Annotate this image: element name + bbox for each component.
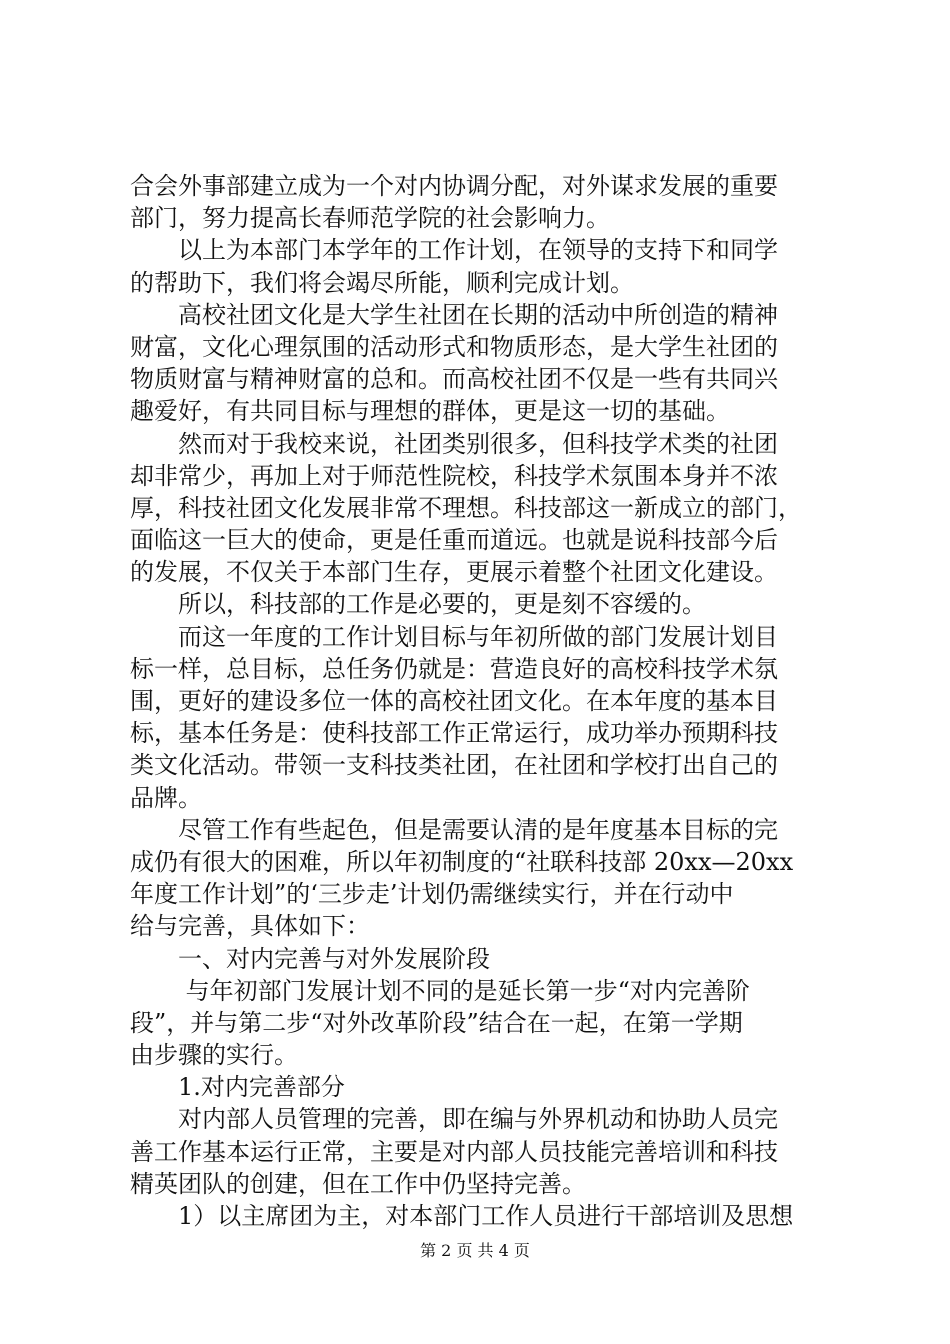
text-line: 给与完善，具体如下：: [130, 912, 370, 941]
text-line: 而这一年度的工作计划目标与年初所做的部门发展计划目: [130, 622, 778, 651]
document-body: [130, 170, 830, 1232]
text-line: 物质财富与精神财富的总和。而高校社团不仅是一些有共同兴: [130, 365, 778, 394]
text-line: 合会外事部建立成为一个对内协调分配，对外谋求发展的重要: [130, 172, 778, 200]
text-line: 由步骤的实行。: [130, 1041, 298, 1070]
text-line: 标，基本任务是：使科技部工作正常运行，成功举办预期科技: [130, 719, 778, 748]
text-line: 尽管工作有些起色，但是需要认清的是年度基本目标的完: [130, 815, 778, 844]
text-line: 善工作基本运行正常，主要是对内部人员技能完善培训和科技: [130, 1137, 778, 1166]
text-line: 的帮助下，我们将会竭尽所能，顺利完成计划。: [130, 268, 634, 297]
text-line: 对内部人员管理的完善，即在编与外界机动和协助人员完: [130, 1105, 778, 1134]
text-line: 围，更好的建设多位一体的高校社团文化。在本年度的基本目: [130, 687, 778, 715]
text-line: 精英团队的创建，但在工作中仍坚持完善。: [130, 1169, 586, 1198]
text-line: 部门，努力提高长春师范学院的社会影响力。: [130, 204, 610, 233]
text-line: 一、对内完善与对外发展阶段: [130, 944, 490, 973]
text-line: 厚，科技社团文化发展非常不理想。科技部这一新成立的部门，: [130, 493, 802, 522]
text-line: 以上为本部门本学年的工作计划，在领导的支持下和同学: [130, 236, 778, 265]
text-line: 品牌。: [130, 783, 202, 812]
text-line: 成仍有很大的困难，所以年初制度的“社联科技部 20xx—20xx: [130, 847, 794, 876]
text-line: 财富，文化心理氛围的活动形式和物质形态，是大学生社团的: [130, 332, 778, 361]
text-line: 类文化活动。带领一支科技类社团，在社团和学校打出自己的: [130, 751, 778, 780]
text-line: 趣爱好，有共同目标与理想的群体，更是这一切的基础。: [130, 397, 730, 426]
text-line: 与年初部门发展计划不同的是延长第一步“对内完善阶: [130, 976, 750, 1005]
page-number-label: 第 2 页 共 4 页: [420, 1241, 530, 1260]
page-footer: [0, 1241, 950, 1261]
text-line: 1.对内完善部分: [130, 1073, 345, 1102]
text-line: 年度工作计划”的‘三步走’计划仍需继续实行，并在行动中: [130, 880, 734, 909]
text-line: 面临这一巨大的使命，更是任重而道远。也就是说科技部今后: [130, 526, 778, 555]
text-line: 高校社团文化是大学生社团在长期的活动中所创造的精神: [130, 300, 778, 329]
text-line: 1）以主席团为主，对本部门工作人员进行干部培训及思想: [130, 1202, 794, 1230]
text-line: 所以，科技部的工作是必要的，更是刻不容缓的。: [130, 590, 706, 619]
text-line: 段”，并与第二步“对外改革阶段”结合在一起，在第一学期: [130, 1008, 743, 1037]
text-line: 标一样，总目标，总任务仍就是：营造良好的高校科技学术氛: [130, 654, 778, 683]
text-line: 的发展，不仅关于本部门生存，更展示着整个社团文化建设。: [130, 558, 778, 587]
text-line: 然而对于我校来说，社团类别很多，但科技学术类的社团: [130, 429, 778, 458]
text-line: 却非常少，再加上对于师范性院校，科技学术氛围本身并不浓: [130, 461, 778, 490]
